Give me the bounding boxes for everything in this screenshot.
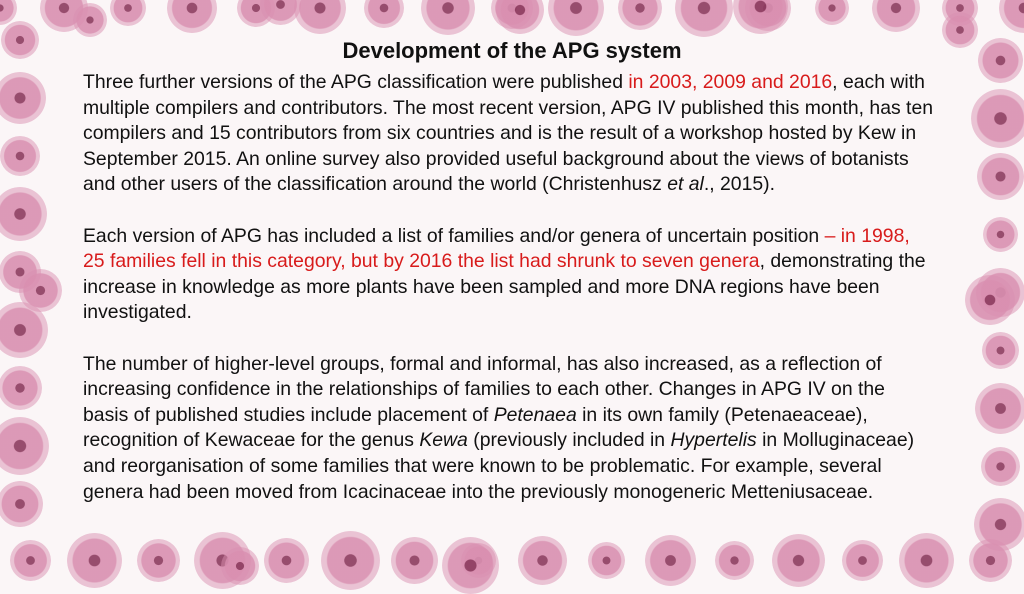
paragraph-2: Each version of APG has included a list of families and/or genera of uncertain position – in 1998, 25 families fell in this category, but by 2016 the list had shrunk to seven genera, demonstrating the increase in knowledge as more plants have been sampled and more DNA regions have been investigated. bbox=[83, 224, 933, 326]
paragraph-3: The number of higher-level groups, formal and informal, has also increased, as a reflection of increasing confidence in the relationships of families to each other. Changes in APG IV on the basis of published studies include placement of Petenaea in its own family (Petenaeaceae), recognition of Kewaceae for the genus Kewa (previously included in Hypertelis in Molluginaceae) and reorganisation of some families that were known to be problematic. For example, several genera had been moved from Icacinaceae into the previously monogeneric Metteniusaceae. bbox=[83, 352, 933, 506]
paragraph-1: Three further versions of the APG classification were published in 2003, 2009 and 2016, each with multiple compilers and contributors. The most recent version, APG IV published this month, has ten compilers and 15 contributors from six countries and is the result of a workshop hosted by Kew in September 2015. An online survey also provided useful background about the views of botanists and other users of the classification around the world (Christenhusz et al., 2015). bbox=[83, 70, 933, 198]
slide-body bbox=[83, 70, 933, 531]
highlight-years: in 2003, 2009 and 2016 bbox=[628, 71, 832, 93]
highlight-uncertain-position: – in 1998, 25 families fell in this category, but by 2016 the list had shrunk to seven genera bbox=[83, 225, 910, 273]
slide-title: Development of the APG system bbox=[0, 38, 1024, 64]
